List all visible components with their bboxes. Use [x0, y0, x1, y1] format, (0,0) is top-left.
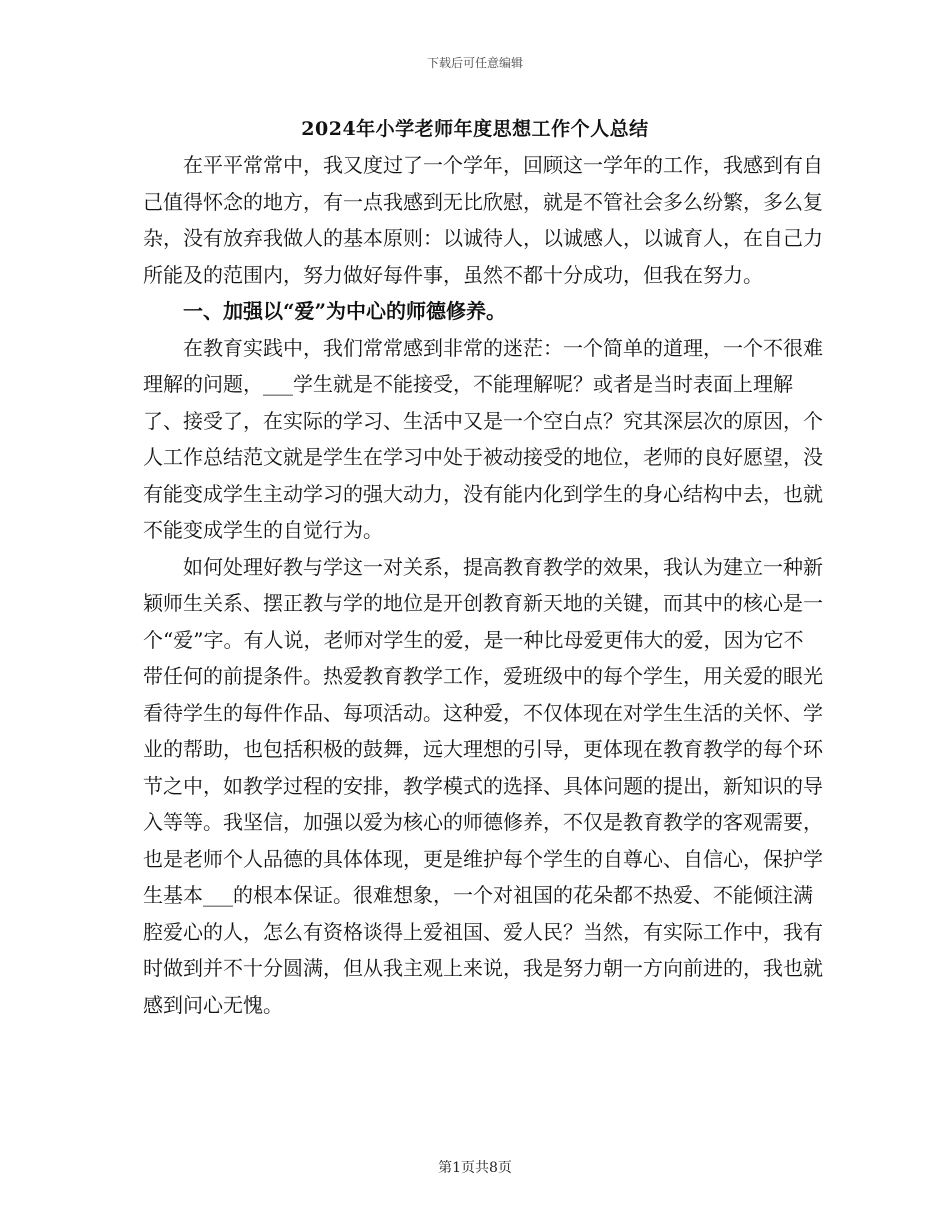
- paragraph-practice: 在教育实践中，我们常常感到非常的迷茫：一个简单的道理，一个不很难理解的问题，___学生就是不能接受，不能理解呢？或者是当时表面上理解了、接受了，在实际的学习、生活中又是一个空白点？究其深层次的原因，个人工作总结范文就是学生在学习中处于被动接受的地位，老师的良好愿望，没有能变成学生主动学习的强大动力，没有能内化到学生的身心结构中去，也就不能变成学生的自觉行为。: [143, 335, 823, 542]
- page-header-note: 下载后可任意编辑: [426, 56, 523, 70]
- paragraph-love: 如何处理好教与学这一对关系，提高教育教学的效果，我认为建立一种新颖师生关系、摆正教与学的地位是开创教育新天地的关键，而其中的核心是一个“爱”字。有人说，老师对学生的爱，是一种比母爱更伟大的爱，因为它不带任何的前提条件。热爱教育教学工作，爱班级中的每个学生，用关爱的眼光看待学生的每件作品、每项活动。这种爱，不仅体现在对学生生活的关怀、学业的帮助，也包括积极的鼓舞，远大理想的引导，更体现在教育教学的每个环节之中，如教学过程的安排，教学模式的选择、具体问题的提出，新知识的导入等等。我坚信，加强以爱为核心的师德修养，不仅是教育教学的客观需要，也是老师个人品德的具体体现，更是维护每个学生的自尊心、自信心，保护学生基本___的根本保证。很难想象，一个对祖国的花朵都不热爱、不能倾注满腔爱心的人，怎么有资格谈得上爱祖国、爱人民？当然，有实际工作中，我有时做到并不十分圆满，但从我主观上来说，我是努力朝一方向前进的，我也就感到问心无愧。: [143, 554, 823, 1017]
- document-title: 2024年小学老师年度思想工作个人总结: [301, 118, 649, 140]
- page-footer: 第1页共8页: [438, 1160, 512, 1176]
- section-heading-1: 一、加强以“爱”为中心的师德修养。: [183, 299, 507, 323]
- paragraph-intro: 在平平常常中，我又度过了一个学年，回顾这一学年的工作，我感到有自己值得怀念的地方，有一点我感到无比欣慰，就是不管社会多么纷繁，多么复杂，没有放弃我做人的基本原则：以诚待人，以诚感人，以诚育人，在自己力所能及的范围内，努力做好每件事，虽然不都十分成功，但我在努力。: [143, 153, 823, 287]
- document-body: [143, 147, 823, 1023]
